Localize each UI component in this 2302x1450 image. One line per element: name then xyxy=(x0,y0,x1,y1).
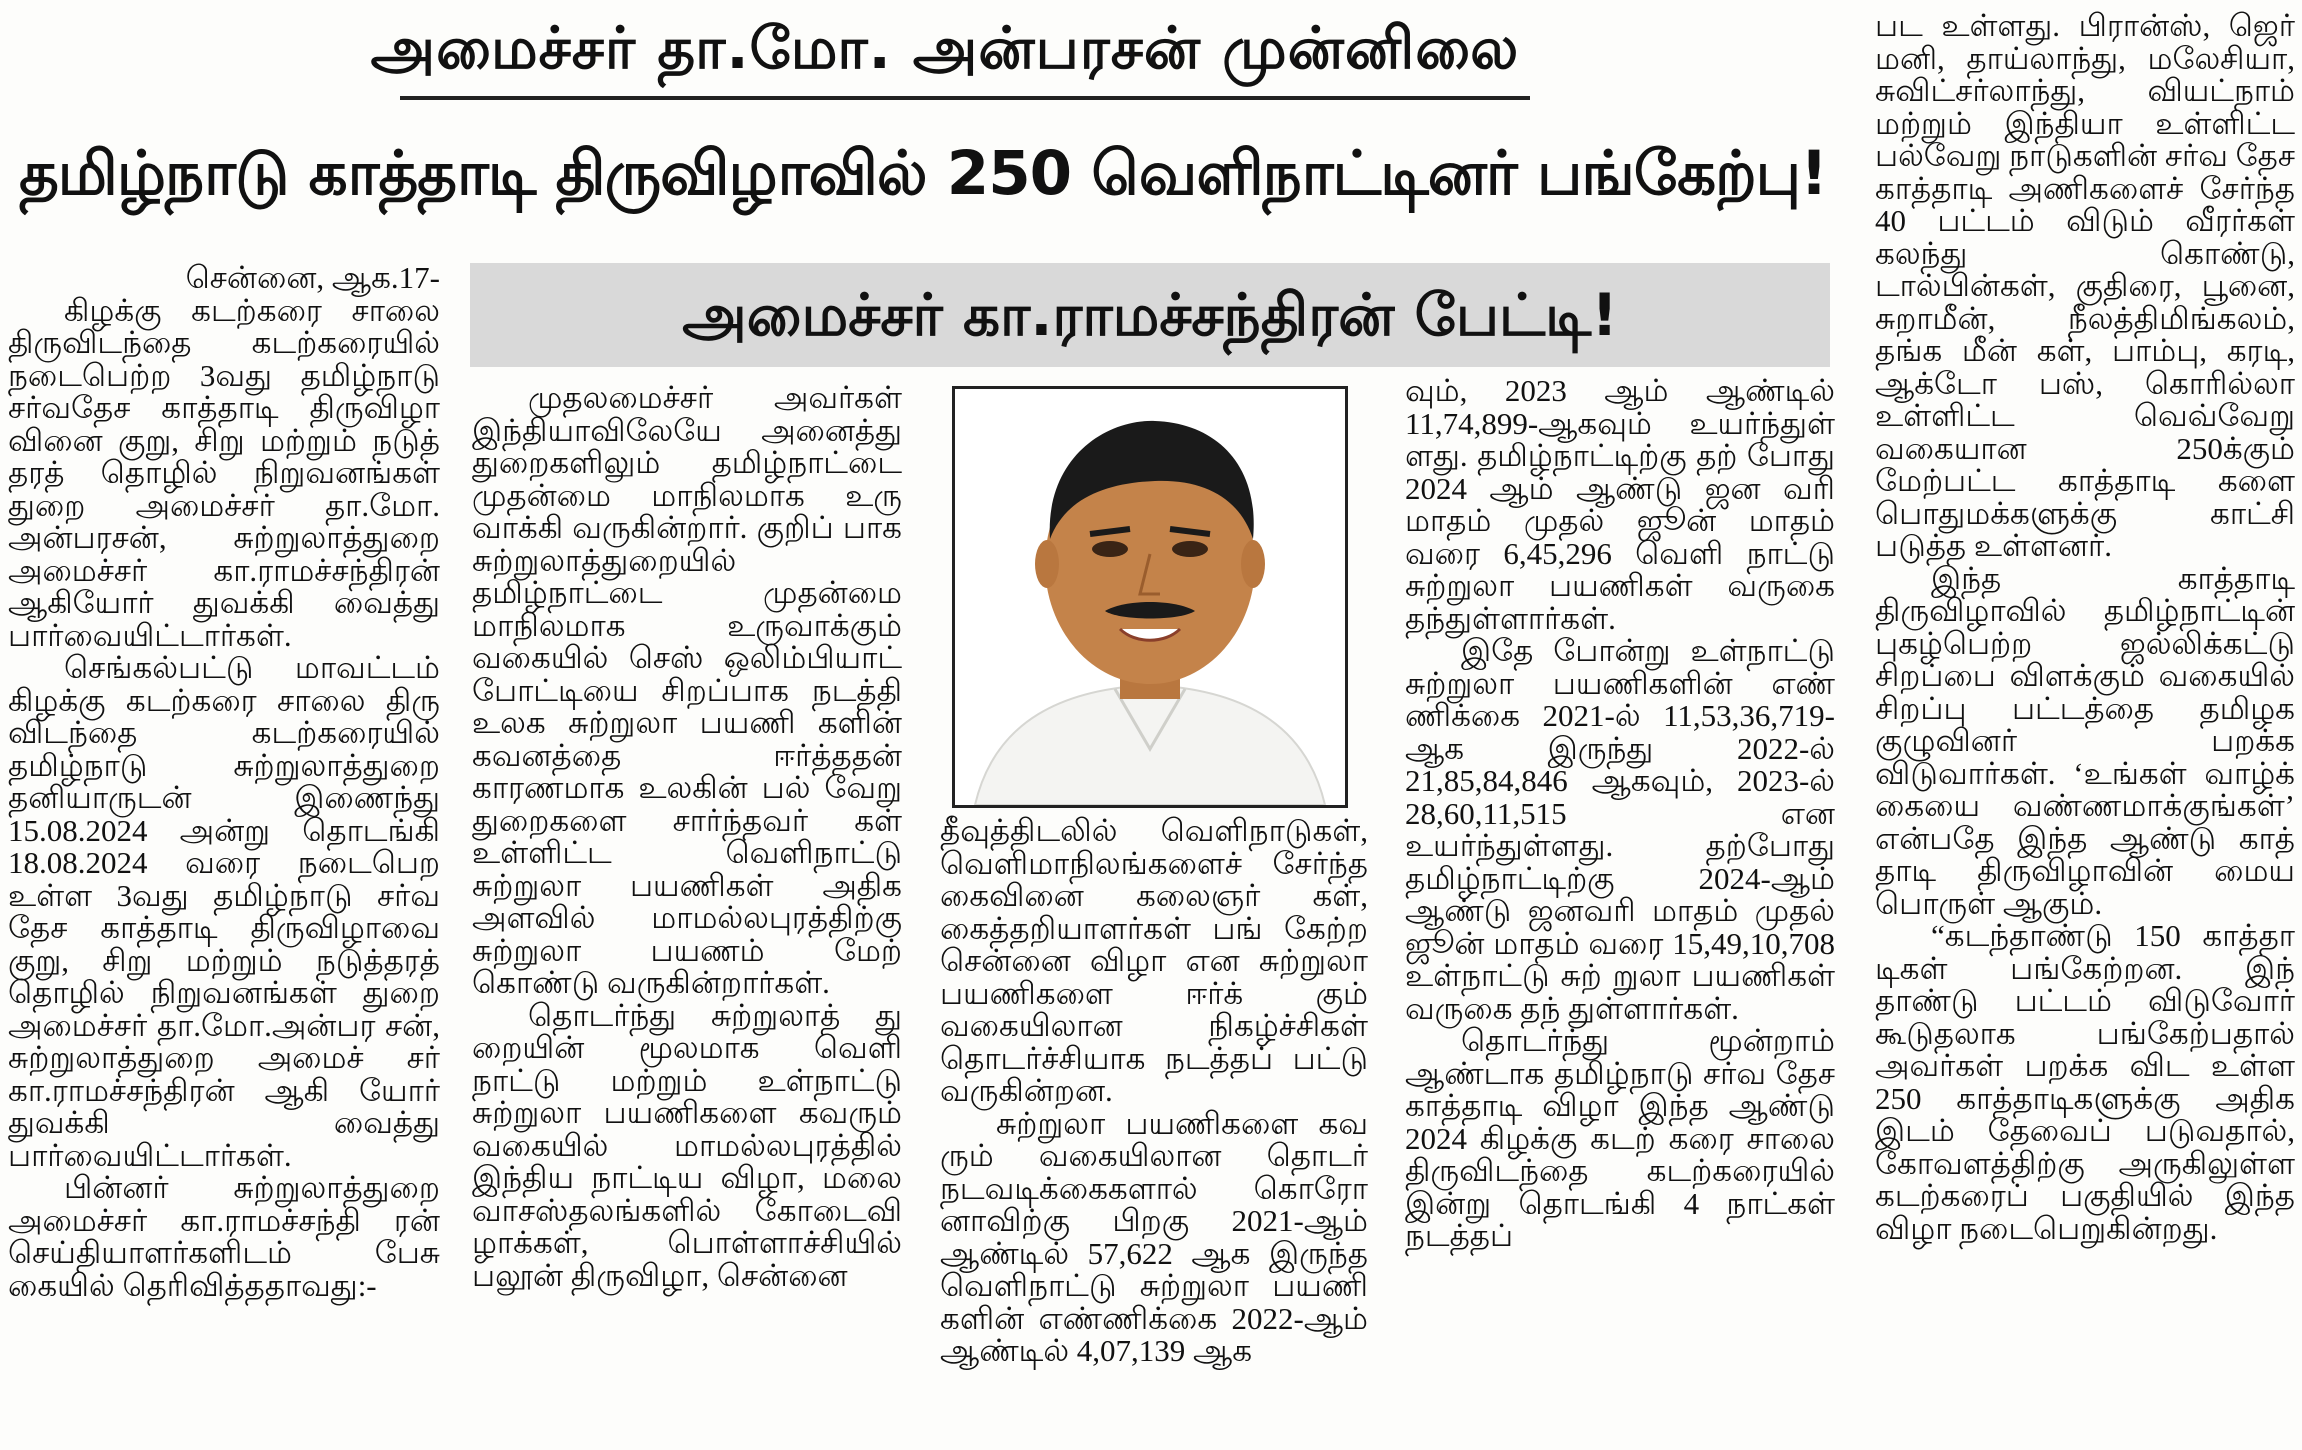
paragraph: தொடர்ந்து சுற்றுலாத் து றையின் மூலமாக வெளி நாட்டு மற்றும் உள்நாட்டு சுற்றுலா பயணிகளை கவரும் வகையில் மாமல்லபுரத்தில் இந்திய நாட்டிய விழா, மலை வாசஸ்தலங்களில் கோடைவி ழாக்கள், பொள்ளாச்சியில் பலூன் திருவிழா, சென்னை xyxy=(472,997,902,1293)
subhead: அமைச்சர் கா.ராமச்சந்திரன் பேட்டி! xyxy=(682,281,1618,349)
article-column-1 xyxy=(8,262,440,1450)
paragraph: வும், 2023 ஆம் ஆண்டில் 11,74,899-ஆகவும் உயர்ந்துள் ளது. தமிழ்நாட்டிற்கு தற் போது 2024 ஆம் ஆண்டு ஜன வரி மாதம் முதல் ஜூன் மாதம் வரை 6,45,296 வெளி நாட்டு சுற்றுலா பயணிகள் வருகை தந்துள்ளார்கள். xyxy=(1405,375,1835,636)
main-headline: தமிழ்நாடு காத்தாடி திருவிழாவில் 250 வெளிநாட்டினர் பங்கேற்பு! xyxy=(19,138,1827,209)
paragraph: இதே போன்று உள்நாட்டு சுற்றுலா பயணிகளின் எண் ணிக்கை 2021-ல் 11,53,36,719-ஆக இருந்து 2022-ல் 21,85,84,846 ஆகவும், 2023-ல் 28,60,11,515 என உயர்ந்துள்ளது. தற்போது தமிழ்நாட்டிற்கு 2024-ஆம் ஆண்டு ஜனவரி மாதம் முதல் ஜூன் மாதம் வரை 15,49,10,708 உள்நாட்டு சுற் றுலா பயணிகள் வருகை தந் துள்ளார்கள். xyxy=(1405,633,1835,1026)
kicker-headline: அமைச்சர் தா.மோ. அன்பரசன் முன்னிலை xyxy=(370,14,1520,82)
kicker-divider xyxy=(400,96,1530,100)
minister-portrait-photo xyxy=(952,386,1348,808)
article-column-3 xyxy=(940,815,1368,1450)
dateline: சென்னை, ஆக.17- xyxy=(185,262,440,295)
paragraph: செங்கல்பட்டு மாவட்டம் கிழக்கு கடற்கரை சாலை திரு விடந்தை கடற்கரையில் தமிழ்நாடு சுற்றுலாத்துறை தனியாருடன் இணைந்து 15.08.2024 அன்று தொடங்கி 18.08.2024 வரை நடைபெற உள்ள 3வது தமிழ்நாடு சர்வ தேச காத்தாடி திருவிழாவை குறு, சிறு மற்றும் நடுத்தரத் தொழில் நிறுவனங்கள் துறை அமைச்சர் தா.மோ.அன்பர சன், சுற்றுலாத்துறை அமைச் சர் கா.ராமச்சந்திரன் ஆகி யோர் துவக்கி வைத்து பார்வையிட்டார்கள். xyxy=(8,650,440,1173)
article-column-4 xyxy=(1405,375,1835,1450)
portrait-illustration xyxy=(955,389,1345,805)
article-column-5 xyxy=(1875,10,2295,1450)
article-column-2 xyxy=(472,382,902,1450)
paragraph: சுற்றுலா பயணிகளை கவ ரும் வகையிலான தொடர் நடவடிக்கைகளால் கொரோ னாவிற்கு பிறகு 2021-ஆம் ஆண்டில் 57,622 ஆக இருந்த வெளிநாட்டு சுற்றுலா பயணி களின் எண்ணிக்கை 2022-ஆம் ஆண்டில் 4,07,139 ஆக xyxy=(940,1105,1368,1368)
paragraph: தொடர்ந்து மூன்றாம் ஆண்டாக தமிழ்நாடு சர்வ தேச காத்தாடி விழா இந்த ஆண்டு 2024 கிழக்கு கடற் கரை சாலை திருவிடந்தை கடற்கரையில் இன்று தொடங்கி 4 நாட்கள் நடத்தப் xyxy=(1405,1023,1835,1253)
paragraph: “கடந்தாண்டு 150 காத்தா டிகள் பங்கேற்றன. இந் தாண்டு பட்டம் விடுவோர் கூடுதலாக பங்கேற்பதால் அவர்கள் பறக்க விட உள்ள 250 காத்தாடிகளுக்கு அதிக இடம் தேவைப் படுவதால், கோவளத்திற்கு அருகிலுள்ள கடற்கரைப் பகுதியில் இந்த விழா நடைபெறுகின்றது. xyxy=(1875,918,2295,1246)
paragraph: தீவுத்திடலில் வெளிநாடுகள், வெளிமாநிலங்களைச் சேர்ந்த கைவினை கலைஞர் கள், கைத்தறியாளர்கள் பங் கேற்ற சென்னை விழா என சுற்றுலா பயணிகளை ஈர்க் கும் வகையிலான நிகழ்ச்சிகள் தொடர்ச்சியாக நடத்தப் பட்டு வருகின்றன. xyxy=(940,815,1368,1108)
paragraph: கிழக்கு கடற்கரை சாலை திருவிடந்தை கடற்கரையில் நடைபெற்ற 3வது தமிழ்நாடு சர்வதேச காத்தாடி திருவிழா வினை குறு, சிறு மற்றும் நடுத் தரத் தொழில் நிறுவனங்கள் துறை அமைச்சர் தா.மோ. அன்பரசன், சுற்றுலாத்துறை அமைச்சர் கா.ராமச்சந்திரன் ஆகியோர் துவக்கி வைத்து பார்வையிட்டார்கள். xyxy=(8,292,440,653)
paragraph: பட உள்ளது. பிரான்ஸ், ஜெர் மனி, தாய்லாந்து, மலேசியா, சுவிட்சர்லாந்து, வியட்நாம் மற்றும் இந்தியா உள்ளிட்ட பல்வேறு நாடுகளின் சர்வ தேச காத்தாடி அணிகளைச் சேர்ந்த 40 பட்டம் விடும் வீரர்கள் கலந்து கொண்டு, டால்பின்கள், குதிரை, பூனை, சுறாமீன், நீலத்திமிங்கலம், தங்க மீன் கள், பாம்பு, கரடி, ஆக்டோ பஸ், கொரில்லா உள்ளிட்ட வெவ்வேறு வகையான 250க்கும் மேற்பட்ட காத்தாடி களை பொதுமக்களுக்கு காட்சி படுத்த உள்ளனர். xyxy=(1875,10,2295,563)
paragraph: முதலமைச்சர் அவர்கள் இந்தியாவிலேயே அனைத்து துறைகளிலும் தமிழ்நாட்டை முதன்மை மாநிலமாக உரு வாக்கி வருகின்றார். குறிப் பாக சுற்றுலாத்துறையில் தமிழ்நாட்டை முதன்மை மாநிலமாக உருவாக்கும் வகையில் செஸ் ஒலிம்பியாட் போட்டியை சிறப்பாக நடத்தி உலக சுற்றுலா பயணி களின் கவனத்தை ஈர்த்ததன் காரணமாக உலகின் பல் வேறு துறைகளை சார்ந்தவர் கள் உள்ளிட்ட வெளிநாட்டு சுற்றுலா பயணிகள் அதிக அளவில் மாமல்லபுரத்திற்கு சுற்றுலா பயணம் மேற் கொண்டு வருகின்றார்கள். xyxy=(472,382,902,1000)
paragraph: இந்த காத்தாடி திருவிழாவில் தமிழ்நாட்டின் புகழ்பெற்ற ஜல்லிக்கட்டு சிறப்பை விளக்கும் வகையில் சிறப்பு பட்டத்தை தமிழக குழுவினர் பறக்க விடுவார்கள். ‘உங்கள் வாழ்க் கையை வண்ணமாக்குங்கள்’ என்பதே இந்த ஆண்டு காத் தாடி திருவிழாவின் மைய பொருள் ஆகும். xyxy=(1875,560,2295,921)
paragraph: பின்னர் சுற்றுலாத்துறை அமைச்சர் கா.ராமச்சந்தி ரன் செய்தியாளர்களிடம் பேசு கையில் தெரிவித்ததாவது:- xyxy=(8,1170,440,1303)
